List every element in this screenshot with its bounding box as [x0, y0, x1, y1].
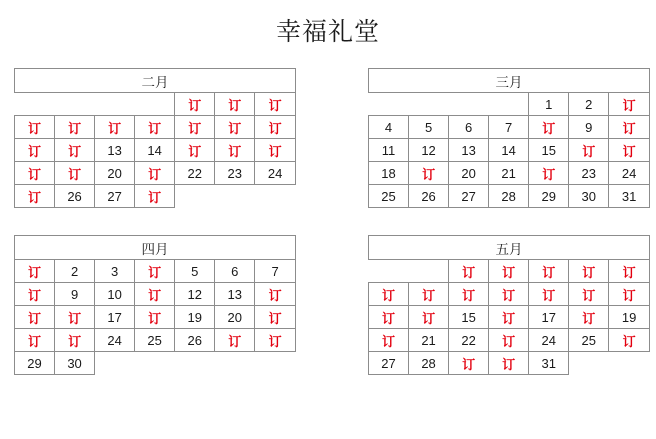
calendar-cell-day[interactable]: 27	[449, 185, 489, 208]
calendar-cell-day[interactable]: 21	[489, 162, 529, 185]
calendar-cell-empty	[215, 352, 255, 375]
calendar-cell-booked[interactable]: 订	[15, 329, 55, 352]
calendar-cell-day[interactable]: 31	[609, 185, 650, 208]
calendar-cell-booked[interactable]: 订	[55, 306, 95, 329]
calendar-cell-day[interactable]: 23	[215, 162, 255, 185]
calendar-cell-empty	[175, 352, 215, 375]
calendar-cell-empty	[175, 185, 215, 208]
calendar-week-row	[369, 329, 650, 352]
calendar-cell-booked[interactable]: 订	[449, 283, 489, 306]
calendar-cell-day[interactable]: 17	[95, 306, 135, 329]
calendar-cell-booked[interactable]: 订	[609, 139, 650, 162]
calendar-week-row	[15, 260, 296, 283]
calendar-cell-booked[interactable]: 订	[55, 116, 95, 139]
calendar-cell-booked[interactable]: 订	[175, 93, 215, 116]
calendar-cell-empty	[609, 352, 650, 375]
calendar-cell-booked[interactable]: 订	[489, 329, 529, 352]
calendar-cell-booked[interactable]: 订	[55, 139, 95, 162]
calendar-cell-booked[interactable]: 订	[215, 139, 255, 162]
calendar-feb	[14, 68, 296, 208]
calendar-cell-booked[interactable]: 订	[215, 329, 255, 352]
calendar-cell-booked[interactable]: 订	[569, 260, 609, 283]
calendar-cell-empty	[95, 352, 135, 375]
calendar-cell-day[interactable]: 27	[95, 185, 135, 208]
calendar-cell-booked[interactable]: 订	[489, 283, 529, 306]
calendar-week-row	[15, 116, 296, 139]
calendar-cell-day[interactable]: 13	[449, 139, 489, 162]
calendar-cell-booked[interactable]: 订	[15, 260, 55, 283]
calendar-cell-day[interactable]: 26	[409, 185, 449, 208]
calendar-cell-day[interactable]: 25	[569, 329, 609, 352]
calendar-cell-day[interactable]: 23	[569, 162, 609, 185]
calendar-cell-day[interactable]: 24	[609, 162, 650, 185]
calendar-cell-booked[interactable]: 订	[15, 283, 55, 306]
calendar-cell-day[interactable]: 26	[175, 329, 215, 352]
calendar-cell-day[interactable]: 20	[449, 162, 489, 185]
calendar-cell-day[interactable]: 15	[529, 139, 569, 162]
calendar-cell-day[interactable]: 11	[369, 139, 409, 162]
calendar-cell-day[interactable]: 19	[609, 306, 650, 329]
calendar-cell-day[interactable]: 30	[569, 185, 609, 208]
calendar-cell-day[interactable]: 22	[449, 329, 489, 352]
calendar-week-row	[369, 116, 650, 139]
calendar-week-row	[369, 185, 650, 208]
calendar-cell-empty	[55, 93, 95, 116]
calendar-cell-empty	[409, 93, 449, 116]
calendar-grid	[0, 68, 656, 375]
calendar-cell-day[interactable]: 26	[55, 185, 95, 208]
calendar-cell-booked[interactable]: 订	[255, 283, 296, 306]
calendar-cell-day[interactable]: 5	[175, 260, 215, 283]
calendar-cell-booked[interactable]: 订	[609, 329, 650, 352]
calendar-cell-day[interactable]: 12	[175, 283, 215, 306]
calendar-cell-day[interactable]: 28	[409, 352, 449, 375]
calendar-cell-day[interactable]: 24	[95, 329, 135, 352]
calendar-cell-day[interactable]: 24	[255, 162, 296, 185]
calendar-cell-booked[interactable]: 订	[255, 306, 296, 329]
calendar-cell-booked[interactable]: 订	[489, 306, 529, 329]
calendar-cell-empty	[215, 185, 255, 208]
calendar-cell-empty	[15, 93, 55, 116]
calendar-cell-booked[interactable]: 订	[135, 162, 175, 185]
calendar-cell-empty	[489, 93, 529, 116]
calendar-week-row	[369, 306, 650, 329]
calendar-cell-empty	[255, 185, 296, 208]
calendar-slot-apr	[0, 208, 328, 375]
calendar-week-row	[369, 139, 650, 162]
calendar-cell-day[interactable]: 7	[489, 116, 529, 139]
calendar-cell-booked[interactable]: 订	[489, 260, 529, 283]
calendar-cell-day[interactable]: 25	[135, 329, 175, 352]
calendar-cell-day[interactable]: 25	[369, 185, 409, 208]
month-label: 三月	[369, 69, 650, 93]
calendar-cell-booked[interactable]: 订	[15, 185, 55, 208]
calendar-apr	[14, 235, 296, 375]
calendar-cell-booked[interactable]: 订	[529, 260, 569, 283]
calendar-cell-booked[interactable]: 订	[609, 283, 650, 306]
calendar-week-row	[15, 139, 296, 162]
calendar-cell-booked[interactable]: 订	[15, 139, 55, 162]
calendar-cell-day[interactable]: 19	[175, 306, 215, 329]
calendar-cell-booked[interactable]: 订	[529, 116, 569, 139]
calendar-cell-day[interactable]: 28	[489, 185, 529, 208]
calendar-cell-booked[interactable]: 订	[15, 306, 55, 329]
calendar-cell-booked[interactable]: 订	[95, 116, 135, 139]
calendar-week-row	[15, 329, 296, 352]
calendar-cell-booked[interactable]: 订	[449, 260, 489, 283]
calendar-cell-day[interactable]: 9	[55, 283, 95, 306]
calendar-cell-empty	[135, 352, 175, 375]
calendar-cell-day[interactable]: 2	[569, 93, 609, 116]
calendar-cell-day[interactable]: 24	[529, 329, 569, 352]
calendar-week-row	[369, 283, 650, 306]
calendar-cell-booked[interactable]: 订	[369, 306, 409, 329]
calendar-cell-booked[interactable]: 订	[569, 139, 609, 162]
calendar-cell-booked[interactable]: 订	[135, 260, 175, 283]
calendar-cell-booked[interactable]: 订	[409, 283, 449, 306]
calendar-cell-day[interactable]: 31	[529, 352, 569, 375]
month-label: 五月	[369, 236, 650, 260]
calendar-cell-day[interactable]: 13	[215, 283, 255, 306]
calendar-cell-day[interactable]: 5	[409, 116, 449, 139]
calendar-cell-booked[interactable]: 订	[175, 116, 215, 139]
calendar-week-row	[369, 93, 650, 116]
calendar-cell-booked[interactable]: 订	[489, 352, 529, 375]
calendar-cell-booked[interactable]: 订	[529, 283, 569, 306]
calendar-cell-booked[interactable]: 订	[409, 162, 449, 185]
calendar-cell-day[interactable]: 30	[55, 352, 95, 375]
calendar-cell-empty	[369, 93, 409, 116]
calendar-cell-booked[interactable]: 订	[369, 329, 409, 352]
calendar-cell-booked[interactable]: 订	[609, 93, 650, 116]
calendar-cell-day[interactable]: 3	[95, 260, 135, 283]
calendar-cell-day[interactable]: 29	[15, 352, 55, 375]
calendar-cell-day[interactable]: 20	[95, 162, 135, 185]
calendar-cell-day[interactable]: 14	[135, 139, 175, 162]
month-label: 四月	[15, 236, 296, 260]
calendar-cell-day[interactable]: 10	[95, 283, 135, 306]
calendar-slot-may	[328, 208, 656, 375]
calendar-cell-booked[interactable]: 订	[569, 283, 609, 306]
calendar-cell-booked[interactable]: 订	[255, 329, 296, 352]
calendar-week-row	[15, 162, 296, 185]
calendar-cell-booked[interactable]: 订	[15, 162, 55, 185]
calendar-cell-empty	[569, 352, 609, 375]
calendar-cell-day[interactable]: 1	[529, 93, 569, 116]
calendar-cell-day[interactable]: 9	[569, 116, 609, 139]
calendar-week-row	[15, 352, 296, 375]
calendar-cell-booked[interactable]: 订	[255, 139, 296, 162]
calendar-cell-empty	[95, 93, 135, 116]
calendar-cell-booked[interactable]: 订	[449, 352, 489, 375]
calendar-cell-booked[interactable]: 订	[175, 139, 215, 162]
calendar-cell-day[interactable]: 6	[449, 116, 489, 139]
calendar-week-row	[15, 283, 296, 306]
calendar-cell-booked[interactable]: 订	[135, 283, 175, 306]
calendar-slot-feb	[0, 68, 328, 208]
calendar-cell-booked[interactable]: 订	[215, 93, 255, 116]
calendar-week-row	[15, 185, 296, 208]
calendar-month-header-row	[369, 236, 650, 260]
calendar-cell-day[interactable]: 27	[369, 352, 409, 375]
calendar-month-header-row	[15, 236, 296, 260]
calendar-cell-day[interactable]: 14	[489, 139, 529, 162]
calendar-cell-empty	[255, 352, 296, 375]
calendar-week-row	[369, 260, 650, 283]
calendar-cell-day[interactable]: 17	[529, 306, 569, 329]
calendar-month-header-row	[15, 69, 296, 93]
calendar-cell-booked[interactable]: 订	[55, 162, 95, 185]
calendar-cell-day[interactable]: 21	[409, 329, 449, 352]
calendar-cell-day[interactable]: 12	[409, 139, 449, 162]
calendar-cell-booked[interactable]: 订	[15, 116, 55, 139]
calendar-month-header-row	[369, 69, 650, 93]
calendar-cell-booked[interactable]: 订	[135, 116, 175, 139]
calendar-cell-day[interactable]: 7	[255, 260, 296, 283]
calendar-cell-day[interactable]: 29	[529, 185, 569, 208]
calendar-cell-day[interactable]: 13	[95, 139, 135, 162]
calendar-cell-booked[interactable]: 订	[135, 185, 175, 208]
calendar-cell-empty	[135, 93, 175, 116]
calendar-cell-empty	[369, 260, 409, 283]
calendar-may	[368, 235, 650, 375]
calendar-cell-day[interactable]: 22	[175, 162, 215, 185]
calendar-cell-day[interactable]: 6	[215, 260, 255, 283]
calendar-cell-day[interactable]: 2	[55, 260, 95, 283]
calendar-cell-empty	[449, 93, 489, 116]
calendar-cell-booked[interactable]: 订	[55, 329, 95, 352]
calendar-mar	[368, 68, 650, 208]
calendar-week-row	[369, 162, 650, 185]
calendar-cell-booked[interactable]: 订	[409, 306, 449, 329]
calendar-cell-booked[interactable]: 订	[569, 306, 609, 329]
calendar-week-row	[369, 352, 650, 375]
calendar-cell-booked[interactable]: 订	[255, 93, 296, 116]
month-label: 二月	[15, 69, 296, 93]
calendar-cell-booked[interactable]: 订	[255, 116, 296, 139]
page-title: 幸福礼堂	[275, 18, 380, 46]
calendar-week-row	[15, 93, 296, 116]
calendar-cell-empty	[409, 260, 449, 283]
calendar-cell-day[interactable]: 4	[369, 116, 409, 139]
calendar-cell-booked[interactable]: 订	[135, 306, 175, 329]
calendar-cell-booked[interactable]: 订	[609, 116, 650, 139]
calendar-cell-booked[interactable]: 订	[609, 260, 650, 283]
calendar-week-row	[15, 306, 296, 329]
calendar-cell-day[interactable]: 18	[369, 162, 409, 185]
calendar-cell-booked[interactable]: 订	[215, 116, 255, 139]
calendar-cell-booked[interactable]: 订	[369, 283, 409, 306]
calendar-cell-day[interactable]: 15	[449, 306, 489, 329]
calendar-cell-day[interactable]: 20	[215, 306, 255, 329]
calendar-slot-mar	[328, 68, 656, 208]
calendar-cell-booked[interactable]: 订	[529, 162, 569, 185]
